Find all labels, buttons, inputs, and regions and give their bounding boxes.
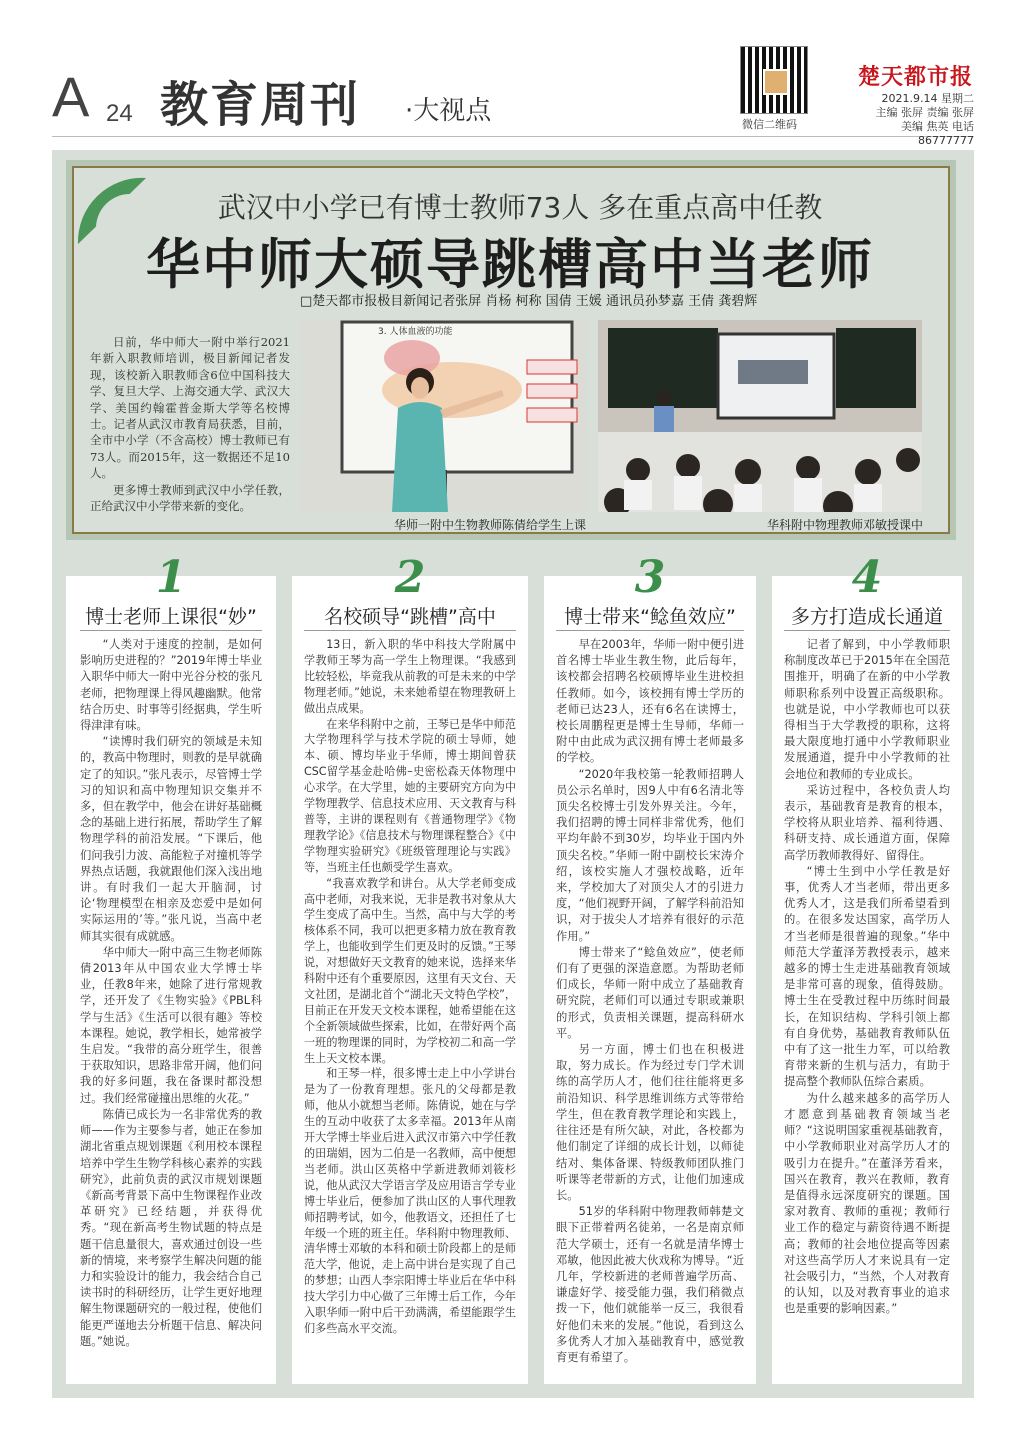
paragraph: 采访过程中，各校负责人均表示，基础教育是教育的根本，学校将从职业培养、福利待遇、科研支持、成长通道方面，保障高学历教师教得好、留得住。 [784, 783, 950, 862]
column-number: 1 [155, 552, 187, 603]
column-title: 博士带来“鲶鱼效应” [564, 606, 736, 628]
column-rule [556, 630, 744, 631]
masthead-rule [52, 136, 974, 137]
photo-biology-class [302, 320, 586, 512]
paragraph: “人类对于速度的控制，是如何影响历史进程的？”2019年博士毕业入职华中师大一附中光谷分校的张凡老师，把物理课上得风趣幽默。他常结合历史、时事等引经据典，学生听得津津有味。 [80, 638, 262, 733]
column-rule [304, 630, 516, 631]
paragraph: “读博时我们研究的领域是未知的，教高中物理时，则教的是早就确定了的知识。”张凡表示，尽管博士学习的知识和高中物理知识交集并不多，但在教学中，他会在讲好基础概念的基础上进行拓展，帮助学生了解物理学科的前沿发展。“下课后，他们问我引力波、高能粒子对撞机等学界热点话题，我就跟他们深入浅出地讲。有时我们一起大开脑洞，讨论‘物理模型在相亲及恋爱中是如何实际运用的’等。”张凡说，当高中老师其实很有成就感。 [80, 735, 262, 943]
paragraph: “我喜欢教学和讲台。从大学老师变成高中老师，对我来说，无非是教书对象从大学生变成了高中生。当然，高中与大学的考核体系不同，我可以把更多精力放在教育教学上，也能收到学生们更及时的反馈。”王琴说，对想做好天文教育的她来说，选择来华科附中还有个重要原因，这里有天文台、天文社团，是湖北首个“湖北天文特色学校”，目前正在开发天文校本课程，她希望能在这个全新领域做些探索，比如，在带好两个高一班的物理课的同时，为学校初二和高一学生上天文校本课。 [304, 876, 516, 1065]
intro-text [90, 334, 290, 514]
paragraph: 13日，新入职的华中科技大学附属中学教师王琴为高一学生上物理课。“我感到比较轻松，毕竟我从前教的可是未来的中学物理老师。”她说，未来她希望在物理教研上做出点成果。 [304, 638, 516, 715]
section-subtitle: ·大视点 [405, 96, 492, 126]
paragraph: “2020年我校第一轮教师招聘人员公示名单时，因9人中有6名清北等顶尖名校博士引发外界关注。今年，我们招聘的博士同样非常优秀，他们平均年龄不到30岁，均毕业于国内外顶尖名校。”华师一附中副校长宋涛介绍，该校实施人才强校战略，近年来，学校加大了对顶尖人才的引进力度，“他们视野开阔，了解学科前沿知识，对于拔尖人才培养有很好的示范作用。” [556, 767, 744, 943]
paragraph: 另一方面，博士们也在积极进取，努力成长。作为经过专门学术训练的高学历人才，他们往往能将更多前沿知识、科学思维训练方式等带给学生，但在教育教学理论和实践上，往往还是有所欠缺，对此，各校都为他们制定了详细的成长计划，以师徒结对、集体备课、特级教师团队推门听课等老带新的方式，让他们加速成长。 [556, 1043, 744, 1202]
issue-meta [850, 92, 974, 148]
column-body [784, 637, 950, 1318]
column-title: 多方打造成长通道 [790, 606, 943, 628]
column-number: 4 [851, 552, 883, 603]
slide-title: 3. 人体血液的功能 [378, 327, 453, 337]
photo-physics-class [598, 320, 922, 512]
paragraph: 陈倩已成长为一名非常优秀的教师——作为主要参与者，她正在参加湖北省重点规划课题《利用校本课程培养中学生生物学科核心素养的实践研究》，此前负责的武汉市规划课题《新高考背景下高中生物课程作业改革研究》已经结题，并获得优秀。“现在新高考生物试题的特点是题干信息量很大，喜欢通过创设一些新的情境，来考察学生解决问题的能力和实验设计的能力，我会结合自己读书时的科研经历，让学生更好地理解生物课题研究的一般过程，使他们能更严谨地去分析题干信息、解决问题。”她说。 [80, 1107, 262, 1348]
paragraph: 51岁的华科附中物理教师韩楚文眼下正带着两名徒弟，一名是南京师范大学硕士，还有一名就是清华博士邓敏，他因此被大伙戏称为博导。“近几年，学校新进的老师普遍学历高、谦虚好学、接受能力强，我们稍微点拨一下，他们就能举一反三，我很看好他们未来的发展。”他说，看到这么多优秀人才加入基础教育中，感觉教育更有希望了。 [556, 1205, 744, 1364]
column-number: 3 [634, 552, 666, 603]
issue-date: 2021.9.14 星期二 [881, 92, 974, 105]
column-title: 博士老师上课很“妙” [85, 606, 257, 628]
intro-paragraph: 更多博士教师到武汉中小学任教，正给武汉中小学带来新的变化。 [90, 482, 290, 514]
newspaper-logo: 楚天都市报 [858, 64, 974, 90]
masthead-letter: A [52, 65, 88, 128]
headline-main: 华中师大硕导跳槽高中当老师 [146, 233, 874, 296]
column-body [304, 637, 516, 1337]
intro-paragraph: 日前，华中师大一附中举行2021年新入职教师培训，极目新闻记者发现，该校新入职教师含6位中国科技大学、复旦大学、上海交通大学、武汉大学、美国约翰霍普金斯大学等名校博士。记者从武汉市教育局获悉，目前，全市中小学（不含高校）博士教师已有73人。而2015年，这一数据还不足10人。 [90, 335, 290, 481]
qr-logo-icon [763, 69, 789, 95]
paragraph: 记者了解到，中小学教师职称制度改革已于2015年在全国范围推开，明确了在新的中小学教师职称系列中设置正高级职称。也就是说，中小学教师也可以获得相当于大学教授的职称，这将最大限度地打通中小学教师职业发展通道，提升中小学教师的社会地位和教师的专业成长。 [784, 638, 950, 781]
column-title: 名校硕导“跳槽”高中 [324, 606, 496, 628]
issue-design: 美编 焦英 电话 86777777 [901, 120, 974, 147]
paragraph: 和王琴一样，很多博士走上中小学讲台是为了一份教育理想。张凡的父母都是教师，他从小就想当老师。陈倩说，她在与学生的互动中收获了太多幸福。2013年从南开大学博士毕业后进入武汉市第六中学任教的田瑞娟，因为二伯是一名教师，高中便想当老师。洪山区英格中学新进教师刘筱杉说，他从武汉大学语言学及应用语言学专业博士毕业后，便参加了洪山区的人事代理教师招聘考试，如今，他教语文，还担任了七年级一个班的班主任。华科附中物理教师、清华博士邓敏的本科和硕士阶段都上的是师范大学，他说，走上高中讲台是实现了自己的梦想；山西人李宗阳博士毕业后在华中科技大学引力中心做了三年博士后工作，今年入职华师一附中后干劲满满，希望能跟学生们多些高水平交流。 [304, 1067, 516, 1335]
headline-sub: 武汉中小学已有博士教师73人 多在重点高中任教 [217, 191, 823, 224]
column-rule [80, 630, 262, 631]
section-title: 教育周刊 [160, 77, 361, 133]
paragraph: “博士生到中小学任教是好事，优秀人才当老师，带出更多优秀人才，这是我们所希望看到的。在很多发达国家，高学历人才当老师是很普遍的现象。”华中师范大学董泽芳教授表示，越来越多的博士生走进基础教育领域是非常可喜的现象，值得鼓励。博士生在受教过程中历练时间最长，在知识结构、学科引领上都有自身优势，基础教育教师队伍中有了这一批生力军，可以给教育带来新的生机与活力，有助于提高整个教师队伍综合素质。 [784, 864, 950, 1089]
paragraph: 华中师大一附中高三生物老师陈倩2013年从中国农业大学博士毕业，任教8年来，她除了进行常规教学，还开发了《生物实验》《PBL科学与生活》《生活可以很有趣》等校本课程。她说，教学相长，她常被学生启发。“我带的高分班学生，很善于获取知识，思路非常开阔，他们问我的好多问题，我在备课时都没想过。我们经常碰撞出思维的火花。” [80, 945, 262, 1105]
paragraph: 博士带来了“鲶鱼效应”，使老师们有了更强的深造意愿。为帮助老师们成长，华师一附中成立了基础教育研究院，老师们可以通过专职或兼职的形式，负责相关课题，提高科研水平。 [556, 945, 744, 1040]
qr-label: 微信二维码 [742, 118, 797, 131]
photo-physics-illustration [598, 320, 922, 512]
byline: □楚天都市报极目新闻记者张屏 肖杨 柯称 国倩 王媛 通讯员孙梦嘉 王倩 龚碧辉 [300, 294, 758, 309]
column-body [80, 637, 262, 1350]
page-number: 24 [106, 100, 133, 127]
paragraph: 早在2003年，华师一附中便引进首名博士毕业生教生物，此后每年，该校都会招聘名校硕博毕业生进校担任教师。如今，该校拥有博士学历的老师已达23人，还有6名在读博士，校长周鹏程更是博士生导师，华师一附中由此成为武汉拥有博士老师最多的学校。 [556, 638, 744, 765]
column-body [556, 637, 744, 1366]
paragraph: 在来华科附中之前，王琴已是华中师范大学物理科学与技术学院的硕士导师，她本、硕、博均毕业于华师，博士期间曾获CSC留学基金赴哈佛–史密松森天体物理中心求学。在大学里，她的主要研究方向为中学物理教学、信息技术应用、天文教育与科普等，主讲的课程则有《普通物理学》《物理教学论》《信息技术与物理课程整合》《中学物理实验研究》《班级管理理论与实践》等，当班主任也颇受学生喜欢。 [304, 717, 516, 874]
issue-editors: 主编 张屏 责编 张屏 [875, 106, 974, 119]
column-rule [784, 630, 950, 631]
photo-caption-left: 华师一附中生物教师陈倩给学生上课 [393, 518, 586, 532]
photo-caption-right: 华科附中物理教师邓敏授课中 [766, 518, 923, 532]
paragraph: 为什么越来越多的高学历人才愿意到基础教育领域当老师？“这说明国家重视基础教育，中小学教师职业对高学历人才的吸引力在提升。”在董泽芳看来，国兴在教育，教兴在教师，教育是值得永远深度研究的课题。国家对教育、教师的重视；教师行业工作的稳定与薪资待遇不断提高；教师的社会地位提高等因素对这些高学历人才来说具有一定社会吸引力，“当然，个人对教育的认知，以及对教育事业的追求也是重要的影响因素。” [784, 1091, 950, 1316]
column-number: 2 [394, 552, 426, 603]
photo-biology-illustration [302, 320, 586, 512]
qr-code-icon [740, 46, 808, 114]
